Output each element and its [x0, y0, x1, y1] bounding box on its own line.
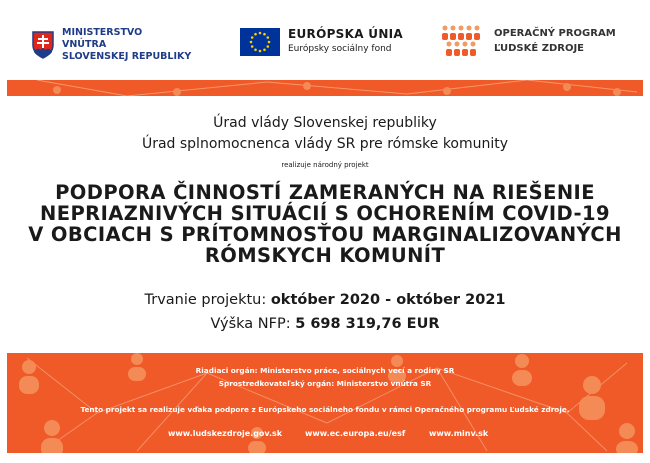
eu-line2: Európsky sociálny fond: [288, 44, 392, 54]
link-minv[interactable]: www.minv.sk: [429, 429, 489, 438]
link-ec-europa[interactable]: www.ec.europa.eu/esf: [305, 429, 406, 438]
link-ludskezdroje[interactable]: www.ludskezdroje.gov.sk: [168, 429, 283, 438]
office-line-1: Úrad vlády Slovenskej republiky: [213, 115, 437, 131]
project-duration: [0, 292, 650, 308]
op-people-dots-icon: [440, 25, 486, 57]
logo-bar: [0, 0, 650, 80]
top-orange-band: [7, 80, 643, 96]
title-line: V OBCIACH S PRÍTOMNOSŤOU MARGINALIZOVANÝCH: [28, 223, 622, 246]
project-title: [0, 182, 650, 266]
eu-flag-icon: [240, 28, 280, 56]
title-line: RÓMSKYCH KOMUNÍT: [204, 244, 446, 267]
slovak-coat-of-arms-icon: [32, 31, 54, 59]
op-line1: OPERAČNÝ PROGRAM: [494, 28, 616, 39]
intermediate-authority: Sprostredkovateľský orgán: Ministerstvo vnútra SR: [218, 379, 432, 388]
title-line: NEPRIAZNIVÝCH SITUÁCIÍ S OCHORENÍM COVID-19: [40, 202, 610, 225]
title-line: PODPORA ČINNOSTÍ ZAMERANÝCH NA RIEŠENIE: [55, 181, 595, 204]
duration-label: Trvanie projektu:: [144, 292, 267, 308]
managing-authority: Riadiaci orgán: Ministerstvo práce, sociálnych vecí a rodiny SR: [195, 366, 455, 375]
eu-line1: EURÓPSKA ÚNIA: [288, 27, 404, 41]
ministry-line1: MINISTERSTVO: [62, 27, 143, 38]
ministry-line2: VNÚTRA: [62, 39, 107, 50]
ministry-logo: [32, 27, 191, 63]
eu-logo: [240, 27, 403, 57]
network-pattern-top: [7, 80, 643, 96]
op-logo: [440, 25, 616, 57]
office-line-2: Úrad splnomocnenca vlády SR pre rómske komunity: [141, 136, 509, 152]
project-nfp: [0, 316, 650, 332]
eu-logo-text: [288, 27, 403, 57]
ministry-logo-text: [62, 27, 191, 63]
funding-statement: Tento projekt sa realizuje vďaka podpore z Európskeho sociálneho fondu v rámci Operačného programu Ľudské zdroje.: [80, 405, 570, 414]
nfp-value: 5 698 319,76 EUR: [295, 316, 440, 332]
op-line2: ĽUDSKÉ ZDROJE: [494, 43, 585, 54]
realizuje-note: realizuje národný projekt: [281, 161, 369, 169]
ministry-line3: SLOVENSKEJ REPUBLIKY: [62, 51, 192, 62]
nfp-label: Výška NFP:: [210, 316, 291, 332]
duration-value: október 2020 - október 2021: [270, 292, 506, 308]
op-logo-text: [494, 26, 616, 56]
